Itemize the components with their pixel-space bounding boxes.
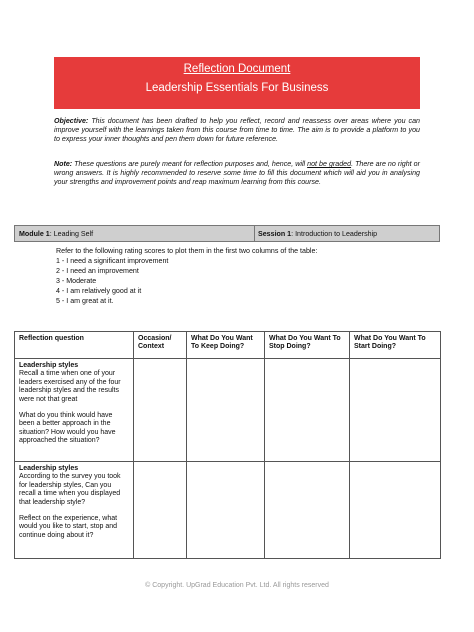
module-divider [254,226,255,241]
rating-intro: Refer to the following rating scores to plot them in the first two columns of the table: [56,247,318,255]
objective-paragraph [54,117,420,145]
note-text-before: These questions are purely meant for reflection purposes and, hence, will [72,160,308,168]
note-paragraph [54,160,420,188]
objective-text: This document has been drafted to help you reflect, record and reassess over areas where you can improve yourself with the learnings taken from this course from time to time. The aim is to provide a platform to you to express your inner thoughts and pen them down for future reference. [54,117,420,144]
document-subtitle: Leadership Essentials For Business [145,82,329,94]
session-label: Session 1 [258,230,292,238]
start-doing-cell[interactable] [350,462,441,559]
header-reflection-question: Reflection question [15,332,134,359]
keep-doing-cell[interactable] [187,359,265,462]
session-value: : Introduction to Leadership [291,230,378,238]
rating-item: 3 - Moderate [56,277,97,285]
reflection-table [14,331,441,559]
document-title: Reflection Document [183,63,291,75]
table-row [15,359,441,462]
rating-scale [56,246,317,306]
note-text-after: . There are no right or wrong answers. It is highly recommended to reserve some time to fill this document which will aid you in analysing your strengths and improvement points and reap maximum learning from this course. [54,160,420,187]
title-banner [54,57,420,109]
note-underlined: not be graded [307,160,352,168]
copyright-footer: © Copyright. UpGrad Education Pvt. Ltd. All rights reserved [145,582,329,589]
header-occasion-context: Occasion/ Context [134,332,187,359]
objective-label: Objective: [54,117,89,125]
question-title: Leadership styles [19,362,79,369]
keep-doing-cell[interactable] [187,462,265,559]
module-value: : Leading Self [49,230,94,238]
module-session-bar [14,225,440,242]
note-label: Note: [54,160,73,168]
header-keep-doing: What Do You Want To Keep Doing? [187,332,265,359]
question-followup: Reflect on the experience, what would you like to start, stop and continue doing about it? [19,515,118,539]
stop-doing-cell[interactable] [265,462,350,559]
table-header-row [15,332,441,359]
header-stop-doing: What Do You Want To Stop Doing? [265,332,350,359]
module-cell [19,230,93,238]
reflection-question-cell [15,462,134,559]
occasion-context-cell[interactable] [134,462,187,559]
session-cell [258,230,377,238]
occasion-context-cell[interactable] [134,359,187,462]
start-doing-cell[interactable] [350,359,441,462]
stop-doing-cell[interactable] [265,359,350,462]
table-row [15,462,441,559]
question-title: Leadership styles [19,465,79,472]
reflection-question-cell [15,359,134,462]
question-followup: What do you think would have been a better approach in the situation? How would you have approached the situation? [19,412,116,445]
rating-item: 2 - I need an improvement [56,267,139,275]
rating-item: 5 - I am great at it. [56,297,114,305]
rating-item: 4 - I am relatively good at it [56,287,142,295]
reflection-table-wrap [14,331,441,559]
module-label: Module 1 [19,230,50,238]
rating-item: 1 - I need a significant improvement [56,257,169,265]
question-prompt: Recall a time when one of your leaders exercised any of the four leadership styles and the results were not that great [19,370,121,403]
header-start-doing: What Do You Want To Start Doing? [350,332,441,359]
question-prompt: According to the survey you took for leadership styles, Can you recall a time when you displayed that leadership style? [19,473,121,506]
